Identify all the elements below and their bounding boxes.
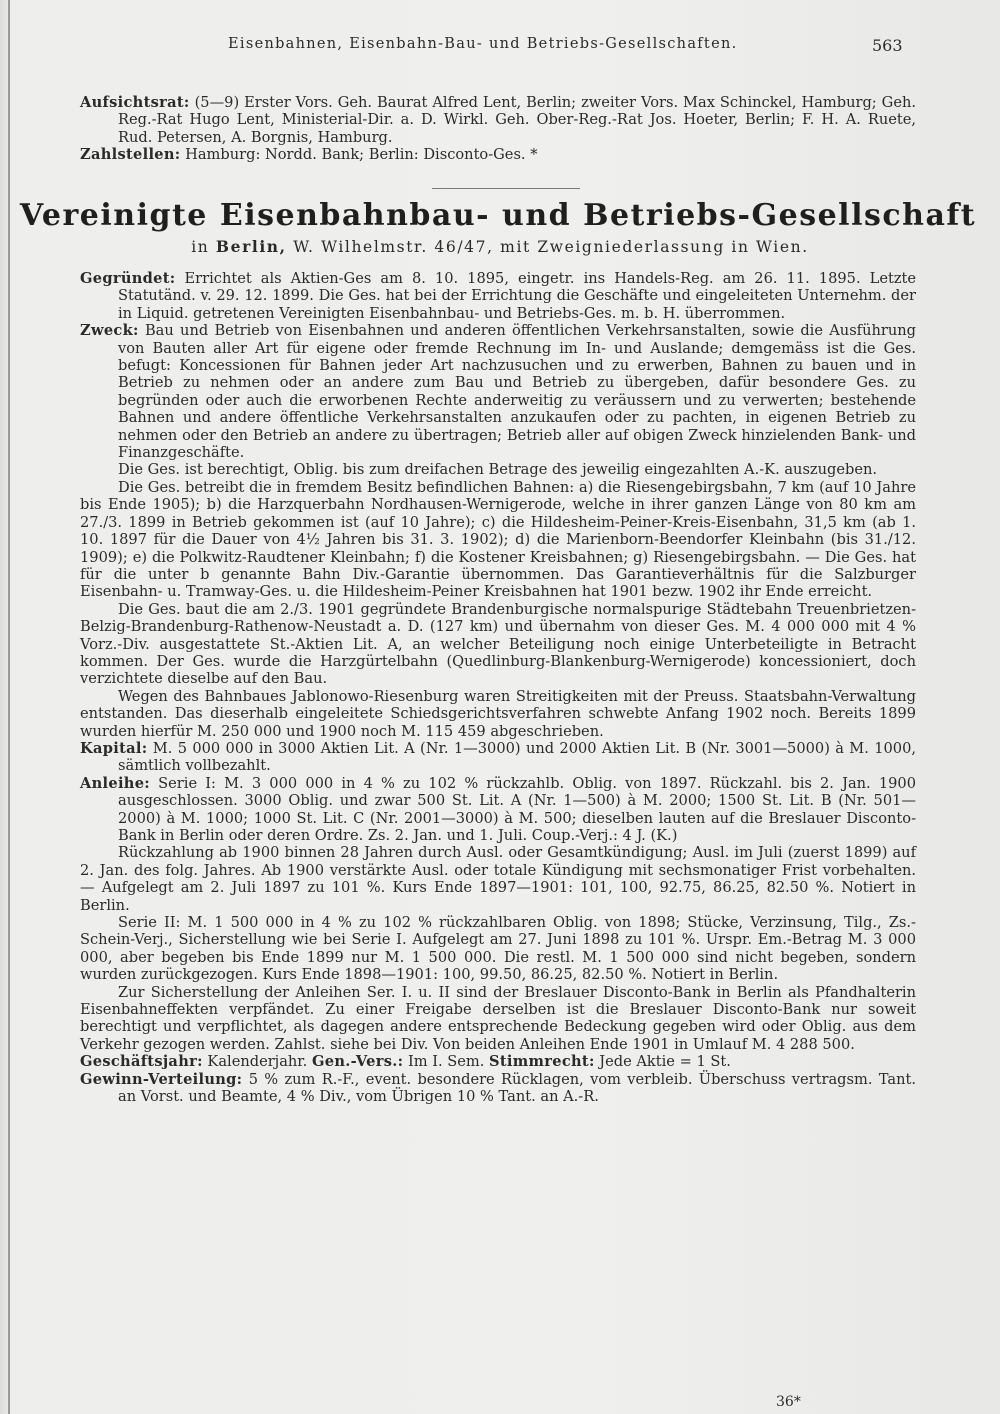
- geschaeftsjahr-line: [80, 1053, 916, 1070]
- page-number: 563: [872, 36, 903, 55]
- stimmrecht-text: Jede Aktie = 1 St.: [599, 1053, 731, 1071]
- company-heading: [0, 198, 1000, 256]
- geschaeftsjahr-text: Kalenderjahr.: [207, 1053, 308, 1071]
- anleihe-paragraph-3: Serie II: M. 1 500 000 in 4 % zu 102 % rückzahlbaren Oblig. von 1898; Stücke, Verzinsung, Tilg., Zs.-Schein-Verj., Sicherstellung wie bei Serie I. Aufgelegt am 27. Juni 1898 zu 101 %. Urspr. Em.-Betrag M. 3 000 000, aber begeben bis Ende 1899 nur M. 1 500 000. Die restl. M. 1 500 000 sind nicht begeben, sondern wurden zurückgezogen. Kurs Ende 1898—1901: 100, 99.50, 86.25, 82.50 %. Notiert in Berlin.: [80, 914, 916, 984]
- company-subtitle: [0, 237, 1000, 256]
- kapital-label: Kapital:: [80, 739, 148, 757]
- kapital-text: M. 5 000 000 in 3000 Aktien Lit. A (Nr. 1—3000) und 2000 Aktien Lit. B (Nr. 3001—5000) à M. 1000, sämtlich vollbezahlt.: [118, 739, 916, 775]
- gewinn-label: Gewinn-Verteilung:: [80, 1070, 243, 1088]
- stimmrecht-label: Stimmrecht:: [489, 1053, 595, 1071]
- kapital-paragraph: [80, 740, 916, 775]
- aufsichtsrat-label: Aufsichtsrat:: [80, 94, 190, 111]
- company-entry-body: [80, 270, 916, 1106]
- running-head: Eisenbahnen, Eisenbahn-Bau- und Betriebs-Gesellschaften.: [228, 36, 738, 52]
- subtitle-prefix: in: [191, 238, 210, 256]
- subtitle-city: Berlin,: [215, 237, 287, 256]
- previous-entry-tail: [80, 94, 916, 164]
- genvers-text: Im I. Sem.: [407, 1053, 485, 1071]
- geschaeftsjahr-label: Geschäftsjahr:: [80, 1053, 203, 1071]
- zweck-paragraph: [80, 322, 916, 461]
- entry-divider: [432, 188, 580, 189]
- zweck-paragraph-4: Die Ges. baut die am 2./3. 1901 gegründete Brandenburgische normalspurige Städtebahn Treuenbrietzen-Belzig-Brandenburg-Rathenow-Neustadt a. D. (127 km) und übernahm von dieser Ges. M. 4 000 000 mit 4 % Vorz.-Div. ausgestattete St.-Aktien Lit. A, an welcher Beteiligung noch einige Unterbeteiligte in Betracht kommen. Der Ges. wurde die Harzgürtelbahn (Quedlinburg-Blankenburg-Wernigerode) koncessioniert, doch verzichtete dieselbe auf den Bau.: [80, 600, 916, 688]
- signature-mark: 36*: [776, 1394, 801, 1410]
- anleihe-label: Anleihe:: [80, 774, 150, 792]
- zweck-label: Zweck:: [80, 322, 139, 340]
- zahlstellen-label: Zahlstellen:: [80, 146, 181, 164]
- zweck-text: Bau und Betrieb von Eisenbahnen und anderen öffentlichen Verkehrsanstalten, sowie die Ausführung von Bauten aller Art für eigene oder fremde Rechnung im In- und Auslande; demgemäss ist die Ges. befugt: Koncessionen für Bahnen jeder Art nachzusuchen und zu erwerben, Bahnen zu bauen und in Betrieb zu nehmen oder an andere zum Bau und Betrieb zu übergeben, dafür besondere Ges. zu begründen oder auch die erworbenen Rechte anderweitig zu veräussern und zu verwerten; bestehende Bahnen und andere öffentliche Verkehrsanstalten anzukaufen oder zu pachten, in eigenen Betrieb zu nehmen oder den Betrieb an andere zu übertragen; Betrieb aller auf obigen Zweck hinzielenden Bank- und Finanzgeschäfte.: [118, 322, 916, 462]
- aufsichtsrat-text: (5—9) Erster Vors. Geh. Baurat Alfred Lent, Berlin; zweiter Vors. Max Schinckel, Hamburg; Geh. Reg.-Rat Hugo Lent, Ministerial-Dir. a. D. Wirkl. Geh. Ober-Reg.-Rat Jos. Hoeter, Berlin; F. H. A. Ruete, Rud. Petersen, A. Borgnis, Hamburg.: [118, 94, 917, 146]
- gegruendet-label: Gegründet:: [80, 270, 176, 287]
- gewinn-paragraph: [80, 1071, 916, 1106]
- aufsichtsrat-paragraph: [80, 94, 916, 146]
- gegruendet-text: Errichtet als Aktien-Ges am 8. 10. 1895, eingetr. ins Handels-Reg. am 26. 11. 1895. Letzte Statutänd. v. 29. 12. 1899. Die Ges. hat bei der Errichtung die Geschäfte und eingeleiteten Unternehm. der in Liquid. getretenen Vereinigten Eisenbahnbau- und Betriebs-Ges. m. b. H. überrommen.: [118, 270, 917, 322]
- zahlstellen-text: Hamburg: Nordd. Bank; Berlin: Disconto-Ges. *: [185, 146, 538, 164]
- anleihe-paragraph-4: Zur Sicherstellung der Anleihen Ser. I. u. II sind der Breslauer Disconto-Bank in Berlin als Pfandhalterin Eisenbahneffekten verpfändet. Zu einer Freigabe derselben ist die Breslauer Disconto-Bank nur soweit berechtigt und verpflichtet, als dagegen andere entsprechende Bedeckung gegeben wird oder Oblig. aus dem Verkehr gezogen werden. Zahlst. siehe bei Div. Von beiden Anleihen Ende 1901 in Umlauf M. 4 288 500.: [80, 983, 916, 1053]
- zweck-paragraph-2: Die Ges. ist berechtigt, Oblig. bis zum dreifachen Betrage des jeweilig eingezahlten A.-K. auszugeben.: [118, 461, 878, 479]
- anleihe-paragraph: [80, 775, 916, 845]
- zweck-paragraph-3: Die Ges. betreibt die in fremdem Besitz befindlichen Bahnen: a) die Riesengebirgsbahn, 7 km (auf 10 Jahre bis Ende 1905); b) die Harzquerbahn Nordhausen-Wernigerode, welche in ihrer ganzen Länge von 80 km am 27./3. 1899 in Betrieb gekommen ist (auf 10 Jahre); c) die Hildesheim-Peiner-Kreis-Eisenbahn, 31,5 km (ab 1. 10. 1897 für die Dauer von 4½ Jahren bis 31. 3. 1902); d) die Marienborn-Beendorfer Kleinbahn (bis 31./12. 1909); e) die Polkwitz-Raudtener Kleinbahn; f) die Kostener Kreisbahnen; g) Riesengebirgsbahn. — Die Ges. hat für die unter b genannte Bahn Div.-Garantie übernommen. Das Garantieverhältnis für die Salzburger Eisenbahn- u. Tramway-Ges. u. die Hildesheim-Peiner Kreisbahnen hat 1901 bezw. 1902 ihr Ende erreicht.: [80, 478, 916, 601]
- anleihe-paragraph-2: Rückzahlung ab 1900 binnen 28 Jahren durch Ausl. oder Gesamtkündigung; Ausl. im Juli (zuerst 1899) auf 2. Jan. des folg. Jahres. Ab 1900 verstärkte Ausl. oder totale Kündigung mit sechsmonatiger Frist vorbehalten. — Aufgelegt am 2. Juli 1897 zu 101 %. Kurs Ende 1897—1901: 101, 100, 92.75, 86.25, 82.50 %. Notiert in Berlin.: [80, 844, 916, 914]
- company-title: Vereinigte Eisenbahnbau- und Betriebs-Gesellschaft: [19, 198, 977, 233]
- subtitle-rest: W. Wilhelmstr. 46/47, mit Zweigniederlassung in Wien.: [293, 238, 809, 256]
- genvers-label: Gen.-Vers.:: [311, 1053, 404, 1071]
- gegruendet-paragraph: [80, 270, 916, 322]
- zweck-paragraph-5: Wegen des Bahnbaues Jablonowo-Riesenburg waren Streitigkeiten mit der Preuss. Staatsbahn-Verwaltung entstanden. Das dieserhalb eingeleitete Schiedsgerichtsverfahren schwebte Anfang 1902 noch. Bereits 1899 wurden hierfür M. 250 000 und 1900 noch M. 115 459 abgeschrieben.: [80, 687, 916, 740]
- zahlstellen-paragraph: [80, 146, 916, 163]
- page-header: [0, 36, 1000, 60]
- gewinn-text: 5 % zum R.-F., event. besondere Rücklagen, vom verbleib. Überschuss vertragsm. Tant. an Vorst. und Beamte, 4 % Div., vom Übrigen 10 % Tant. an A.-R.: [118, 1070, 917, 1106]
- anleihe-text: Serie I: M. 3 000 000 in 4 % zu 102 % rückzahlb. Oblig. von 1897. Rückzahl. bis 2. Jan. 1900 ausgeschlossen. 3000 Oblig. und zwar 500 St. Lit. A (Nr. 1—500) à M. 2000; 1500 St. Lit. B (Nr. 501—2000) à M. 1000; 1000 St. Lit. C (Nr. 2001—3000) à M. 500; dieselben lauten auf die Breslauer Disconto-Bank in Berlin oder deren Ordre. Zs. 2. Jan. und 1. Juli. Coup.-Verj.: 4 J. (K.): [118, 774, 916, 844]
